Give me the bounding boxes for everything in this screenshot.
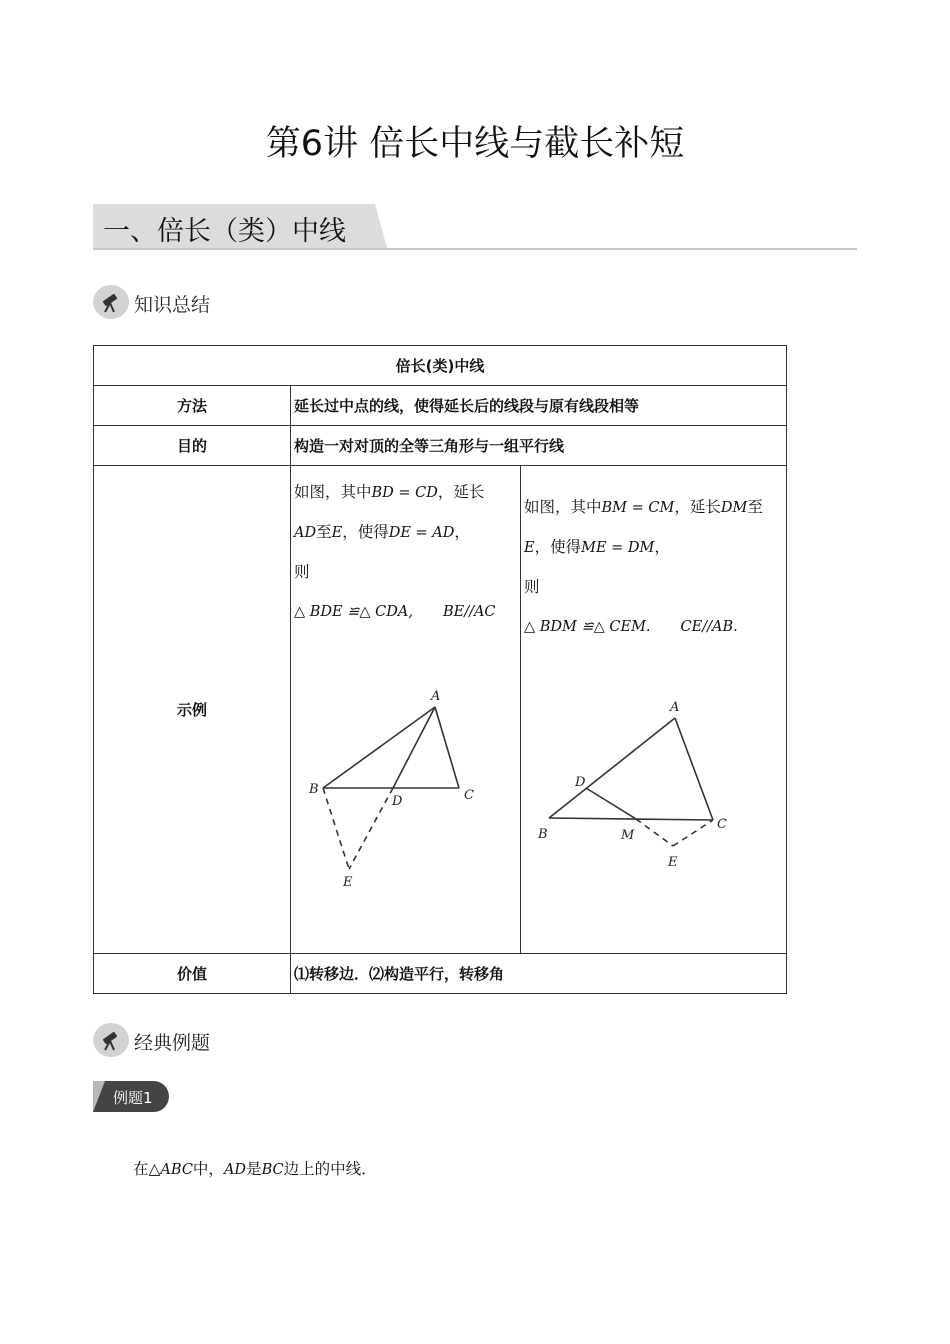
row-label-value: 价值 (94, 954, 291, 994)
row-value-value: ⑴转移边．⑵构造平行，转移角 (291, 954, 787, 994)
problem-text: 边上的中线． (283, 1160, 377, 1178)
example-2-text-part: 如图，其中 (524, 498, 602, 516)
example-1-math: E (331, 525, 343, 541)
fig1-label-e: E (343, 875, 353, 890)
row-label-example: 示例 (94, 466, 291, 954)
example-1-congruence: △ BDE ≌△ CDA, (294, 604, 413, 620)
example-2-figure (529, 696, 759, 896)
section-heading-bar (93, 204, 857, 250)
example-1-text (291, 466, 520, 632)
row-label-purpose: 目的 (94, 426, 291, 466)
example-tag-label: 例题1 (113, 1089, 153, 1107)
example-1-text-part: ， (454, 523, 470, 541)
example-cell-2 (521, 466, 787, 954)
section-heading: 一、倍长（类）中线 (103, 216, 346, 247)
telescope-icon (93, 1023, 129, 1057)
example-2-text-part: 至 (747, 498, 763, 516)
fig1-label-c: C (464, 788, 474, 803)
fig2-label-a: A (670, 700, 680, 715)
example-2-text-part: ，使得 (534, 538, 582, 556)
problem-text: 在△ (133, 1160, 161, 1178)
example-1-math: AD (294, 525, 317, 541)
problem-text: 中， (192, 1160, 224, 1178)
problem-math: ABC (160, 1162, 193, 1178)
example-1-parallel: BE//AC (442, 604, 496, 620)
table-header: 倍长(类)中线 (94, 346, 787, 386)
knowledge-summary-label: 知识总结 (134, 294, 211, 316)
problem-math: BC (261, 1162, 284, 1178)
example-1-math: DE = AD (388, 525, 455, 541)
page-title: 第6讲 倍长中线与截长补短 (265, 124, 685, 164)
fig2-label-c: C (717, 817, 727, 832)
knowledge-table (93, 345, 787, 994)
classic-examples-label: 经典例题 (134, 1032, 211, 1054)
fig1-label-b: B (309, 782, 319, 797)
example-2-math: E (524, 540, 535, 556)
row-value-purpose: 构造一对对顶的全等三角形与一组平行线 (291, 426, 787, 466)
example-tag (93, 1081, 169, 1112)
example-2-math: ME = DM (581, 540, 655, 556)
example-2-congruence: △ BDM ≌△ CEM. (524, 619, 651, 635)
telescope-icon (93, 285, 129, 319)
example-1-text-part: 至 (316, 523, 332, 541)
row-value-method: 延长过中点的线，使得延长后的线段与原有线段相等 (291, 386, 787, 426)
fig1-label-a: A (431, 689, 441, 704)
example-1-then: 则 (294, 563, 310, 581)
example-2-text-part: ，延长 (674, 498, 721, 516)
example-2-parallel: CE//AB. (680, 619, 738, 635)
example-1-figure (301, 681, 511, 891)
example-1-text-part: ，使得 (342, 523, 389, 541)
problem-statement (133, 1157, 377, 1179)
fig2-label-e: E (668, 855, 678, 870)
section-heading-underline (93, 248, 857, 250)
problem-text: 是 (246, 1160, 262, 1178)
example-2-math: BM = CM (601, 500, 675, 516)
example-2-text-part: ， (654, 538, 670, 556)
example-tag-notch (93, 1081, 105, 1112)
example-1-text-part: ，延长 (437, 483, 485, 501)
example-1-math: BD = CD (371, 485, 438, 501)
fig2-label-b: B (538, 827, 548, 842)
problem-math: AD (223, 1162, 247, 1178)
fig1-label-d: D (392, 794, 403, 809)
example-1-text-part: 如图，其中 (294, 483, 372, 501)
row-label-method: 方法 (94, 386, 291, 426)
example-2-text (521, 466, 786, 647)
example-2-math: DM (720, 500, 748, 516)
example-2-then: 则 (524, 578, 540, 596)
example-cell-1 (291, 466, 521, 954)
fig2-label-d: D (575, 775, 586, 790)
fig2-label-m: M (621, 828, 635, 843)
